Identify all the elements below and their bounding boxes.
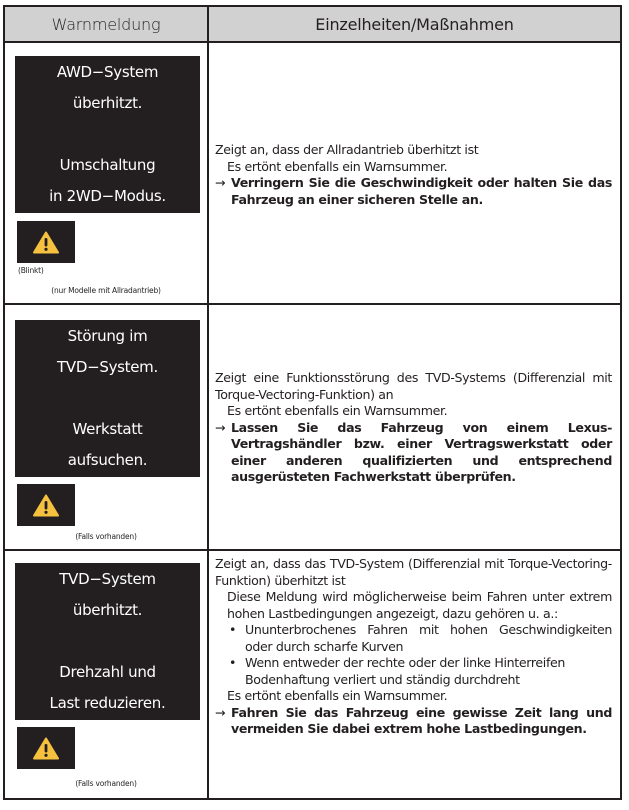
action-text: Fahren Sie das Fahrzeug eine gewisse Zeit lang und vermeiden Sie dabei extrem hohe Lastbedingungen. [231, 704, 612, 736]
action-line [215, 705, 612, 738]
arrow-icon: → [215, 419, 226, 435]
arrow-icon: → [215, 704, 226, 720]
warning-cell [5, 551, 209, 798]
warning-light-box [17, 221, 75, 263]
warning-cell [5, 43, 209, 303]
details-buzzer: Es ertönt ebenfalls ein Warnsummer. [227, 403, 448, 419]
table-row-awd-overheat [5, 43, 620, 305]
model-footnote: (nur Modelle mit Allradantrieb) [51, 286, 161, 295]
details-intro: Zeigt an, dass der Allradantrieb überhitzt ist [215, 142, 479, 157]
availability-footnote: (Falls vorhanden) [75, 532, 137, 541]
display-message-panel [15, 563, 200, 720]
table-row-tvd-malfunction [5, 305, 620, 551]
bullet-icon: • [229, 622, 237, 637]
details-intro: Zeigt an, dass das TVD-System (Differenzial mit Torque-Vectoring-Funktion) überhitzt ist [215, 556, 612, 588]
panel-line: Werkstatt [72, 420, 143, 438]
panel-line: überhitzt. [72, 601, 143, 619]
details-note: Diese Meldung wird möglicherweise beim Fahren unter extrem hohen Lastbedingungen angezeigt, dazu gehören u. a.: [227, 589, 612, 621]
warning-light-box [17, 727, 75, 769]
header-details-measures: Einzelheiten/Maßnahmen [315, 14, 514, 34]
panel-line: TVD−System. [57, 358, 158, 376]
blink-note: (Blinkt) [18, 266, 44, 275]
warning-cell [5, 305, 209, 549]
action-line [215, 175, 612, 208]
panel-line: Last reduzieren. [49, 694, 166, 712]
panel-line: AWD−System [56, 63, 159, 81]
warning-triangle-icon [33, 737, 59, 760]
panel-line: in 2WD−Modus. [49, 187, 166, 205]
details-cell [209, 305, 620, 549]
panel-line: Drehzahl und [59, 663, 156, 681]
warning-triangle-icon [33, 494, 59, 517]
arrow-icon: → [215, 175, 226, 190]
list-item [215, 622, 612, 655]
display-message-panel [15, 56, 200, 213]
details-intro: Zeigt eine Funktionsstörung des TVD-Systems (Differenzial mit Torque-Vectoring-Funktion) an [215, 370, 612, 402]
panel-line: Umschaltung [59, 156, 156, 174]
list-item [215, 655, 612, 688]
details-buzzer: Es ertönt ebenfalls ein Warnsummer. [227, 688, 448, 703]
display-message-panel [15, 320, 200, 477]
warning-light-box [17, 484, 75, 526]
panel-line: Störung im [67, 327, 148, 345]
table-row-tvd-overheat [5, 551, 620, 798]
availability-footnote: (Falls vorhanden) [75, 779, 137, 788]
warning-message-table [3, 5, 622, 800]
panel-line: überhitzt. [72, 94, 143, 112]
table-header [5, 7, 620, 43]
header-warning-message: Warnmeldung [5, 7, 209, 41]
panel-line: aufsuchen. [67, 451, 148, 469]
action-text: Lassen Sie das Fahrzeug von einem Lexus-Vertragshändler bzw. einer Vertragswerkstatt oder einer anderen qualifizierten und entsprechend ausgerüsteten Fachwerkstatt überprüfen. [231, 419, 612, 485]
warning-triangle-icon [33, 231, 59, 254]
panel-line: TVD−System [59, 570, 156, 588]
bullet-text: Wenn entweder der rechte oder der linke Hinterreifen Bodenhaftung verliert und ständig durchdreht [245, 655, 566, 687]
bullet-icon: • [229, 655, 237, 670]
details-cell [209, 43, 620, 303]
action-text: Verringern Sie die Geschwindigkeit oder halten Sie das Fahrzeug an einer sicheren Stelle an. [231, 175, 612, 207]
details-cell [209, 551, 620, 798]
action-line [215, 420, 612, 486]
bullet-text: Ununterbrochenes Fahren mit hohen Geschwindigkeiten oder durch scharfe Kurven [245, 622, 612, 654]
details-buzzer: Es ertönt ebenfalls ein Warnsummer. [227, 158, 448, 174]
